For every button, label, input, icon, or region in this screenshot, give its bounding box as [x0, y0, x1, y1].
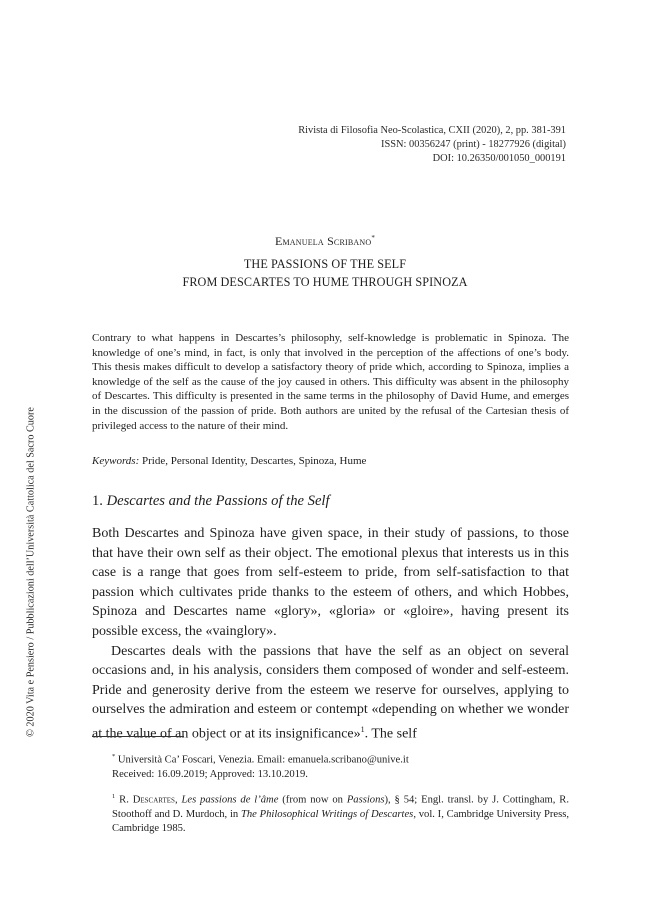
journal-info: [298, 124, 566, 166]
journal-citation: Rivista di Filosofia Neo-Scolastica, CXII (2020), 2, pp. 381-391: [298, 125, 566, 136]
footnote-author: [92, 750, 569, 782]
footnote-1-sep: ,: [174, 794, 182, 806]
footnote-1-mid: (from now on: [278, 794, 347, 806]
footnote-dates: Received: 16.09.2019; Approved: 13.10.2019.: [112, 768, 308, 780]
body-paragraph-2-text: Descartes deals with the passions that have the self as an object on several occasions and, in his analysis, considers them composed of wonder and self-esteem. Pride and generosity derive from the esteem we reserve for ourselves, applying to ourselves the admiration and esteem or contempt «depending on whether we wonder at the value of an object or at its insignificance»: [92, 643, 569, 742]
author-name: Emanuela Scribano: [274, 234, 372, 248]
footnote-1-rest: ), § 54; Engl. transl. by J. Cottingham, R. Stoothoff and D. Murdoch, in: [112, 794, 570, 820]
footnote-1-author: R. Descartes: [119, 794, 175, 806]
body-paragraph-1: Both Descartes and Spinoza have given space, in their study of passions, to those that have their own self as their object. The emotional plexus that interests us in this case is a range that goes from self-esteem to pride, from self-satisfaction to that passion which cultivates pride thanks to the esteem of others, and which Hobbes, Spinoza and Descartes name «glory», «gloria» or «gloire», having present its possible excess, the «vainglory».: [92, 526, 569, 639]
author-footnote-marker: *: [371, 234, 376, 242]
footnote-reference[interactable]: 1: [360, 724, 365, 734]
section-title: Descartes and the Passions of the Self: [106, 493, 330, 509]
body-paragraph-2-tail: . The self: [364, 726, 417, 742]
footnotes: [92, 750, 569, 836]
journal-doi: DOI: 10.26350/001050_000191: [432, 153, 566, 164]
footnote-1-work: Les passions de l’âme: [181, 794, 279, 806]
journal-issn: ISSN: 00356247 (print) - 18277926 (digital): [381, 139, 566, 150]
footnote-1-book: The Philosophical Writings of Descartes: [240, 808, 414, 820]
copyright-side-credit: © 2020 Vita e Pensiero / Pubblicazioni dell’Università Cattolica del Sacro Cuore: [25, 407, 37, 737]
footnote-author-marker: *: [112, 753, 116, 760]
footnote-affiliation: Università Ca’ Foscari, Venezia. Email: emanuela.scribano@unive.it: [117, 754, 409, 766]
footnote-1-end: , vol. I, Cambridge University Press, Cambridge 1985.: [112, 808, 569, 834]
keywords: [92, 454, 569, 468]
author-name-line: [0, 234, 650, 249]
paper-title-line-2: FROM DESCARTES TO HUME THROUGH SPINOZA: [182, 275, 468, 289]
section-heading: [92, 493, 330, 510]
keywords-list: Pride, Personal Identity, Descartes, Spinoza, Hume: [142, 455, 367, 467]
footnote-1-marker: 1: [112, 792, 116, 800]
abstract: Contrary to what happens in Descartes’s philosophy, self-knowledge is problematic in Spinoza. The knowledge of one’s mind, in fact, is only that involved in the perception of the affections of one’s body. This thesis makes difficult to develop a satisfactory theory of pride which, according to Spinoza, implies a knowledge of the self as the cause of the joy caused in others. This difficulty was absent in the philosophy of Descartes. This difficulty is presented in the same terms in the philosophy of David Hume, and emerges in the discussion of the passion of pride. Both authors are united by the refusal of the Cartesian thesis of privileged access to the nature of their mind.: [92, 332, 569, 432]
footnote-1-short-title: Passions: [346, 794, 385, 806]
body-text: [92, 524, 569, 744]
section-number: 1.: [92, 493, 103, 509]
keywords-label: Keywords:: [92, 455, 140, 467]
paper-title: [0, 255, 650, 291]
footnote-divider: [92, 736, 184, 737]
body-paragraph-2: [92, 642, 569, 745]
footnote-1: [92, 790, 569, 836]
paper-title-line-1: THE PASSIONS OF THE SELF: [243, 257, 407, 271]
